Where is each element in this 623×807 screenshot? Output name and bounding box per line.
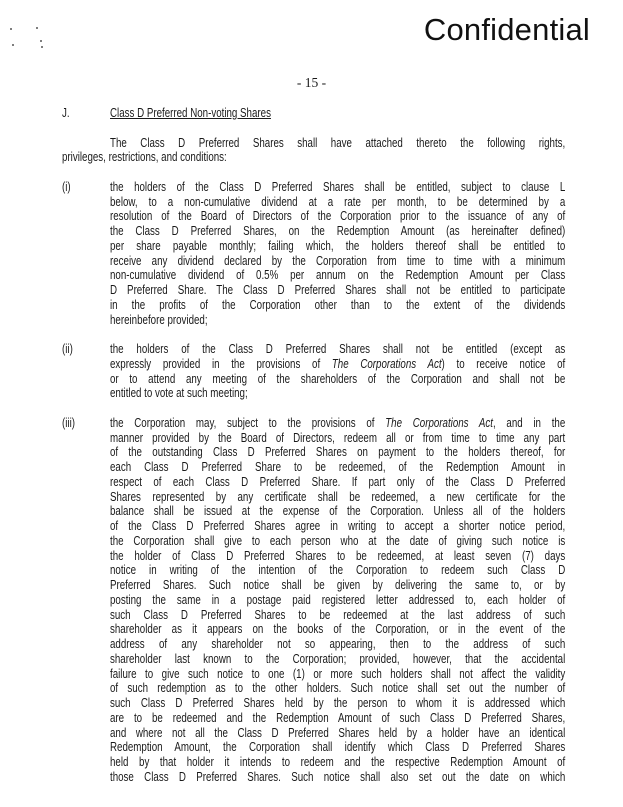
clause-line — [110, 431, 565, 446]
clause-line — [110, 298, 565, 313]
clause-line — [110, 504, 565, 519]
text-segment: per share payable monthly; failing which, the holders thereof shall be entitled to — [110, 237, 566, 253]
text-segment: failure to give such notice to one (1) or more such holders shall not affect the validity — [110, 665, 566, 681]
clause-line — [110, 475, 565, 490]
intro-line: privileges, restrictions, and conditions: — [62, 149, 227, 165]
text-segment: each Class D Preferred Share to be redeemed, of the Redemption Amount in — [110, 459, 566, 474]
text-segment: the Corporation shall give to each person who at the date of giving such notice is — [110, 532, 566, 548]
clause-line — [110, 313, 565, 328]
clause-line — [110, 254, 565, 269]
clause-line — [110, 652, 565, 667]
text-segment: are to be redeemed and the Redemption Amount of such Class D Preferred Shares, — [110, 709, 566, 725]
text-segment: of the outstanding Class D Preferred Shares on payment to the holders thereof, for — [110, 444, 566, 460]
text-segment: entitled to vote at such meeting; — [110, 385, 248, 401]
text-segment: Redemption Amount, the Corporation shall identify which Class D Preferred Shares — [110, 739, 566, 755]
clause-line — [110, 593, 565, 608]
clause-line — [110, 195, 565, 210]
text-segment: such Class D Preferred Shares held by the person to whom it is addressed which — [110, 695, 566, 710]
clause-line — [110, 445, 565, 460]
text-segment: hereinbefore provided; — [110, 311, 208, 327]
clause-line — [110, 283, 565, 298]
scan-speck — [40, 40, 42, 42]
clause-line — [110, 549, 565, 564]
clause-line — [110, 268, 565, 283]
confidential-stamp: Confidential — [423, 12, 590, 47]
page-number: - 15 - — [296, 75, 327, 90]
text-segment: such Class D Preferred Shares to be redeemed at the last address of such — [110, 606, 566, 622]
clause-line — [110, 519, 565, 534]
text-segment: ) to receive notice of — [441, 355, 566, 371]
clause-label: (iii) — [62, 414, 75, 430]
clause-label: (i) — [62, 178, 71, 194]
clause-line — [110, 224, 565, 239]
clause-line — [110, 534, 565, 549]
text-segment: Shares represented by any certificate shall be redeemed, a new certificate for the — [110, 488, 566, 504]
clause-line — [110, 667, 565, 682]
document-body — [62, 106, 565, 785]
text-segment: the holders of the Class D Preferred Shares shall not be entitled (except as — [110, 341, 566, 356]
text-segment: respect of each Class D Preferred Share. If part only of the Class D Preferred — [110, 473, 566, 489]
text-segment: and where not all the Class D Preferred Shares held by a holder have an identical — [110, 724, 566, 740]
text-segment: of the Class D Preferred Shares agree in writing to accept a shorter notice period, — [110, 518, 566, 533]
text-segment: receive any dividend declared by the Corporation from time to time with a minimum — [110, 252, 566, 268]
clause-3 — [62, 416, 565, 785]
statute-title: The Corporations Act — [331, 355, 442, 371]
section-title: Class D Preferred Non-voting Shares — [110, 105, 271, 120]
text-segment: expressly provided in the provisions of — [110, 355, 332, 371]
clause-line — [110, 563, 565, 578]
clause-line — [110, 357, 565, 372]
clause-line — [110, 770, 565, 785]
scan-speck — [41, 46, 43, 48]
clause-line — [110, 637, 565, 652]
text-segment: D Preferred Share. The Class D Preferred Shares shall not be entitled to participate — [110, 282, 566, 297]
clause-line — [110, 372, 565, 387]
clause-line — [110, 460, 565, 475]
text-segment: resolution of the Board of Directors of the Corporation prior to the issuance of any of — [110, 208, 566, 224]
clause-line — [110, 726, 565, 741]
text-segment: manner provided by the Board of Directors, redeem all or from time to time any part — [110, 429, 566, 445]
clause-line — [110, 696, 565, 711]
clause-line — [110, 711, 565, 726]
clause-line — [110, 622, 565, 637]
clause-line — [110, 342, 565, 357]
clause-line — [110, 578, 565, 593]
text-segment: balance shall be issued at the expense of the Corporation. Unless all of the holders — [110, 503, 566, 519]
clause-line — [110, 755, 565, 770]
text-segment: in the profits of the Corporation other than to the extent of the dividends — [110, 296, 566, 312]
clause-line — [110, 608, 565, 623]
scan-speck — [36, 27, 38, 29]
clause-line — [110, 681, 565, 696]
text-segment: shareholder last known to the Corporation; provided, however, that the accidental — [110, 650, 566, 666]
scan-speck — [10, 28, 12, 30]
text-segment: address of any shareholder not so appearing, then to the address of such — [110, 636, 566, 651]
clause-2 — [62, 342, 565, 401]
text-segment: the holders of the Class D Preferred Shares shall be entitled, subject to clause L — [110, 178, 566, 194]
text-segment: the Class D Preferred Shares, on the Redemption Amount (as hereinafter defined) — [110, 223, 566, 238]
clause-line — [110, 490, 565, 505]
text-segment: , and in the — [492, 414, 566, 430]
clause-line — [110, 209, 565, 224]
text-segment: or to attend any meeting of the shareholders of the Corporation and shall not be — [110, 370, 566, 386]
text-segment: held by that holder it intends to redeem and the respective Redemption Amount of — [110, 754, 566, 769]
text-segment: those Class D Preferred Shares. Such notice shall also set out the date on which — [110, 768, 566, 784]
text-segment: of such redemption as to the other holders. Such notice shall set out the number of — [110, 680, 566, 696]
clause-1 — [62, 180, 565, 328]
text-segment: below, to a non-cumulative dividend at a rate per month, to be determined by a — [110, 193, 566, 209]
clause-line — [110, 386, 565, 401]
text-segment: non-cumulative dividend of 0.5% per annum on the Redemption Amount per Class — [110, 267, 566, 283]
text-segment: notice in writing of the intention of the Corporation to redeem such Class D — [110, 562, 566, 578]
text-segment: Preferred Shares. Such notice shall be given by delivering the same to, or by — [110, 577, 566, 592]
clause-line — [110, 416, 565, 431]
clause-label: (ii) — [62, 341, 73, 356]
section-heading — [62, 106, 565, 121]
text-segment: the Corporation may, subject to the provisions of — [110, 414, 386, 430]
intro-line: The Class D Preferred Shares shall have attached thereto the following rights, — [110, 134, 566, 150]
clause-line — [110, 740, 565, 755]
text-segment: shareholder as it appears on the books of the Corporation, or in the event of the — [110, 621, 566, 637]
intro-paragraph — [62, 136, 565, 166]
section-label: J. — [62, 105, 70, 120]
clause-line — [110, 180, 565, 195]
clause-line — [110, 239, 565, 254]
text-segment: posting the same in a postage paid registered letter addressed to, each holder of — [110, 591, 566, 607]
text-segment: the holder of Class D Preferred Shares to be redeemed, at least seven (7) days — [110, 547, 566, 563]
scan-speck — [12, 44, 14, 46]
statute-title: The Corporations Act — [385, 414, 493, 430]
